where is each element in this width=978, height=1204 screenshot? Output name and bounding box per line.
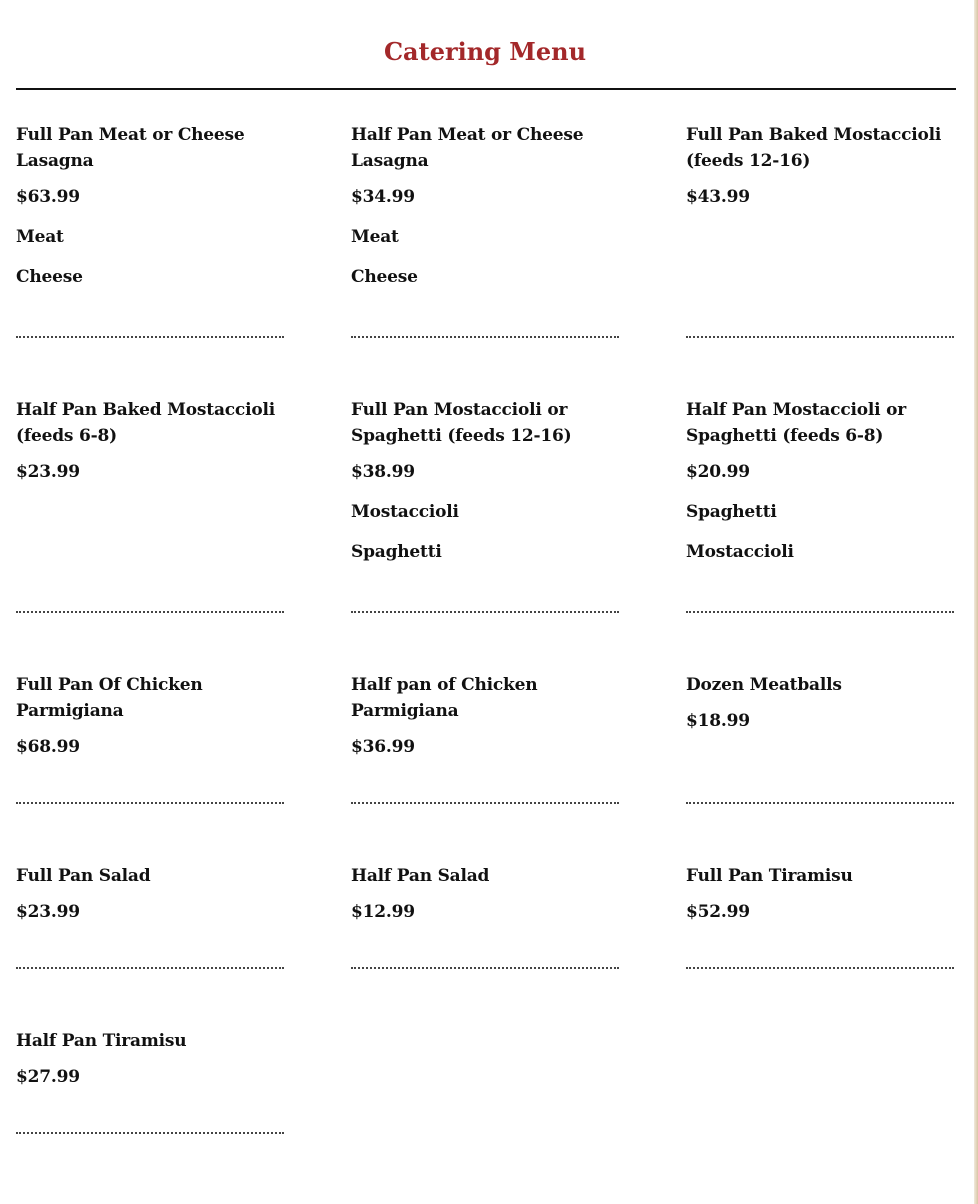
- dotted-separator: [686, 336, 954, 338]
- menu-item-option[interactable]: Mostaccioli: [686, 542, 794, 562]
- menu-item-price: $52.99: [686, 902, 750, 922]
- menu-item-price: $68.99: [16, 737, 80, 757]
- menu-item-name: Full Pan Salad: [16, 866, 151, 886]
- menu-item[interactable]: [351, 672, 619, 760]
- menu-item-options: [351, 499, 619, 565]
- dotted-separator: [351, 802, 619, 804]
- menu-item[interactable]: [351, 122, 619, 304]
- menu-item-price: $12.99: [351, 902, 415, 922]
- dotted-separator: [686, 967, 954, 969]
- menu-item[interactable]: [16, 122, 284, 304]
- menu-item-name: Half Pan Meat or Cheese Lasagna: [351, 125, 584, 171]
- menu-item-price: $23.99: [16, 462, 80, 482]
- menu-item-name: Full Pan Meat or Cheese Lasagna: [16, 125, 245, 171]
- menu-item-price: $20.99: [686, 462, 750, 482]
- menu-item-name: Full Pan Tiramisu: [686, 866, 853, 886]
- dotted-separator: [16, 967, 284, 969]
- menu-item-option[interactable]: Spaghetti: [686, 502, 777, 522]
- menu-item[interactable]: [16, 397, 284, 485]
- menu-item-name: Half Pan Baked Mostaccioli (feeds 6-8): [16, 400, 275, 446]
- menu-item-name: Half Pan Tiramisu: [16, 1031, 187, 1051]
- menu-item[interactable]: [686, 397, 954, 579]
- menu-item-option[interactable]: Meat: [351, 227, 399, 247]
- menu-item-name: Full Pan Mostaccioli or Spaghetti (feeds 12-16): [351, 400, 572, 446]
- menu-item-name: Half Pan Mostaccioli or Spaghetti (feeds 6-8): [686, 400, 907, 446]
- menu-item[interactable]: [16, 1028, 284, 1090]
- dotted-separator: [351, 336, 619, 338]
- menu-item-price: $63.99: [16, 187, 80, 207]
- menu-item-price: $18.99: [686, 711, 750, 731]
- menu-item-price: $27.99: [16, 1067, 80, 1087]
- menu-item-price: $23.99: [16, 902, 80, 922]
- menu-item-name: Full Pan Baked Mostaccioli (feeds 12-16): [686, 125, 942, 171]
- menu-item-price: $38.99: [351, 462, 415, 482]
- menu-item[interactable]: [16, 672, 284, 760]
- menu-item-name: Half Pan Salad: [351, 866, 490, 886]
- menu-item-options: [16, 224, 284, 290]
- menu-item-option[interactable]: Meat: [16, 227, 64, 247]
- menu-item-name: Dozen Meatballs: [686, 675, 842, 695]
- menu-item-option[interactable]: Cheese: [16, 267, 83, 287]
- menu-item[interactable]: [686, 863, 954, 925]
- dotted-separator: [16, 611, 284, 613]
- menu-item[interactable]: [16, 863, 284, 925]
- menu-item-price: $43.99: [686, 187, 750, 207]
- dotted-separator: [351, 967, 619, 969]
- dotted-separator: [16, 1132, 284, 1134]
- menu-item-option[interactable]: Mostaccioli: [351, 502, 459, 522]
- menu-item-option[interactable]: Cheese: [351, 267, 418, 287]
- dotted-separator: [351, 611, 619, 613]
- menu-item[interactable]: [351, 863, 619, 925]
- menu-item[interactable]: [686, 672, 954, 734]
- menu-item-options: [686, 499, 954, 565]
- menu-item-name: Full Pan Of Chicken Parmigiana: [16, 675, 203, 721]
- page-title: Catering Menu: [383, 37, 587, 66]
- dotted-separator: [686, 802, 954, 804]
- dotted-separator: [16, 802, 284, 804]
- dotted-separator: [16, 336, 284, 338]
- menu-item[interactable]: [351, 397, 619, 579]
- menu-item-options: [351, 224, 619, 290]
- menu-item-option[interactable]: Spaghetti: [351, 542, 442, 562]
- menu-item-price: $34.99: [351, 187, 415, 207]
- menu-item-name: Half pan of Chicken Parmigiana: [351, 675, 538, 721]
- menu-item-price: $36.99: [351, 737, 415, 757]
- dotted-separator: [686, 611, 954, 613]
- menu-item[interactable]: [686, 122, 954, 210]
